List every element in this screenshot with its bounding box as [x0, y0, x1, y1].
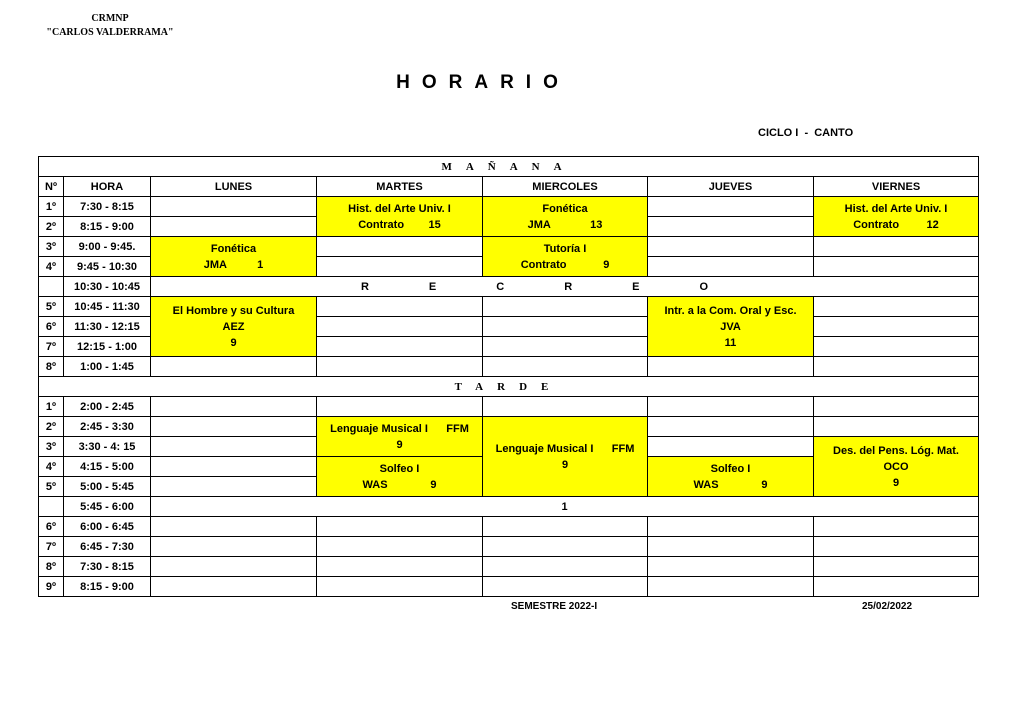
- empty-cell: [814, 337, 979, 357]
- course-teacher: JMA 1: [203, 258, 264, 271]
- empty-cell: [483, 297, 648, 317]
- period-number: 1º: [39, 197, 64, 217]
- empty-cell: [648, 557, 814, 577]
- course-solfeo-martes: [317, 457, 483, 497]
- period-time: 10:45 - 11:30: [64, 297, 151, 317]
- course-name: Hist. del Arte Univ. I: [844, 202, 948, 215]
- period-number: 2º: [39, 417, 64, 437]
- period-number: 1º: [39, 397, 64, 417]
- empty-cell: [814, 297, 979, 317]
- morning-banner-row: [39, 157, 979, 177]
- period-time: 11:30 - 12:15: [64, 317, 151, 337]
- course-room: 9: [396, 438, 403, 451]
- period-time: 5:00 - 5:45: [64, 477, 151, 497]
- table-row: [39, 417, 979, 437]
- period-time: 6:00 - 6:45: [64, 517, 151, 537]
- period-number: 4º: [39, 457, 64, 477]
- period-number: [39, 277, 64, 297]
- course-teacher: OCO: [883, 460, 909, 473]
- course-hombre-cultura-lunes: [151, 297, 317, 357]
- empty-cell: [317, 317, 483, 337]
- course-teacher: Contrato 15: [358, 218, 441, 231]
- course-hist-arte-viernes: [814, 197, 979, 237]
- period-time: 2:00 - 2:45: [64, 397, 151, 417]
- empty-cell: [483, 337, 648, 357]
- course-name: Solfeo I: [379, 462, 420, 475]
- empty-cell: [151, 437, 317, 457]
- empty-cell: [648, 577, 814, 597]
- period-time: 2:45 - 3:30: [64, 417, 151, 437]
- semester-label: SEMESTRE 2022-I: [511, 601, 598, 612]
- empty-cell: [317, 297, 483, 317]
- course-name: Hist. del Arte Univ. I: [348, 202, 451, 215]
- empty-cell: [648, 417, 814, 437]
- table-row: [39, 357, 979, 377]
- empty-cell: [483, 357, 648, 377]
- date-label: 25/02/2022: [862, 601, 913, 612]
- empty-cell: [648, 257, 814, 277]
- period-number: 3º: [39, 437, 64, 457]
- school-name: CRMNP: [91, 13, 129, 24]
- empty-cell: [151, 577, 317, 597]
- empty-cell: [317, 577, 483, 597]
- course-name: Lenguaje Musical I FFM: [495, 442, 635, 455]
- period-number: 7º: [39, 537, 64, 557]
- col-header-hora: HORA: [64, 177, 151, 197]
- empty-cell: [648, 537, 814, 557]
- empty-cell: [151, 417, 317, 437]
- empty-cell: [814, 317, 979, 337]
- course-intr-com-jueves: [648, 297, 814, 357]
- period-number: 6º: [39, 317, 64, 337]
- empty-cell: [814, 237, 979, 257]
- course-name: Intr. a la Com. Oral y Esc.: [664, 304, 797, 317]
- period-time: 8:15 - 9:00: [64, 217, 151, 237]
- empty-cell: [648, 397, 814, 417]
- empty-cell: [151, 457, 317, 477]
- period-time: 8:15 - 9:00: [64, 577, 151, 597]
- period-number: 4º: [39, 257, 64, 277]
- course-fonetica-lunes: [151, 237, 317, 277]
- empty-cell: [317, 537, 483, 557]
- col-header-lunes: LUNES: [151, 177, 317, 197]
- col-header-num: Nº: [39, 177, 64, 197]
- col-header-martes: MARTES: [317, 177, 483, 197]
- period-number: 5º: [39, 297, 64, 317]
- empty-cell: [151, 477, 317, 497]
- empty-cell: [814, 257, 979, 277]
- empty-cell: [317, 517, 483, 537]
- course-name: El Hombre y su Cultura: [172, 304, 295, 317]
- col-header-viernes: VIERNES: [814, 177, 979, 197]
- course-teacher: JVA: [720, 320, 741, 333]
- course-name: Tutoría I: [543, 242, 587, 255]
- course-room: 9: [561, 458, 569, 471]
- course-lenguaje-musical-miercoles: [483, 417, 648, 497]
- course-teacher: Contrato 9: [520, 258, 610, 271]
- course-fonetica-miercoles: [483, 197, 648, 237]
- course-des-pens-logico-viernes: [814, 437, 979, 497]
- course-teacher: AEZ: [222, 320, 245, 333]
- course-teacher: WAS 9: [693, 478, 768, 491]
- table-row: [39, 577, 979, 597]
- course-teacher: Contrato 12: [853, 218, 939, 231]
- empty-cell: [151, 197, 317, 217]
- empty-cell: [648, 357, 814, 377]
- course-hist-arte-martes: [317, 197, 483, 237]
- period-number: 2º: [39, 217, 64, 237]
- table-row: [39, 517, 979, 537]
- course-name: Solfeo I: [710, 462, 751, 475]
- course-lenguaje-musical-martes: [317, 417, 483, 457]
- period-number: 6º: [39, 517, 64, 537]
- empty-cell: [648, 217, 814, 237]
- period-time: 7:30 - 8:15: [64, 557, 151, 577]
- empty-cell: [317, 397, 483, 417]
- empty-cell: [151, 557, 317, 577]
- school-subtitle: "CARLOS VALDERRAMA": [46, 27, 174, 38]
- empty-cell: [814, 517, 979, 537]
- table-row: [39, 557, 979, 577]
- course-name: Des. del Pens. Lóg. Mat.: [833, 444, 959, 457]
- empty-cell: [648, 517, 814, 537]
- cycle-label: CICLO I - CANTO: [758, 127, 854, 139]
- period-number: 7º: [39, 337, 64, 357]
- morning-banner: MAÑANA: [39, 157, 979, 177]
- empty-cell: [483, 537, 648, 557]
- empty-cell: [483, 517, 648, 537]
- course-solfeo-jueves: [648, 457, 814, 497]
- period-time: 7:30 - 8:15: [64, 197, 151, 217]
- afternoon-banner-row: [39, 377, 979, 397]
- course-tutoria-miercoles: [483, 237, 648, 277]
- empty-cell: [648, 197, 814, 217]
- afternoon-break-label: 1: [151, 497, 979, 517]
- empty-cell: [814, 537, 979, 557]
- empty-cell: [317, 257, 483, 277]
- table-row: [39, 397, 979, 417]
- period-time: 9:00 - 9:45.: [64, 237, 151, 257]
- schedule-table: [38, 156, 979, 597]
- period-time: 1:00 - 1:45: [64, 357, 151, 377]
- period-time: 10:30 - 10:45: [64, 277, 151, 297]
- period-time: 4:15 - 5:00: [64, 457, 151, 477]
- empty-cell: [814, 397, 979, 417]
- period-time: 5:45 - 6:00: [64, 497, 151, 517]
- period-time: 6:45 - 7:30: [64, 537, 151, 557]
- empty-cell: [483, 577, 648, 597]
- empty-cell: [151, 537, 317, 557]
- empty-cell: [814, 577, 979, 597]
- period-number: 9º: [39, 577, 64, 597]
- empty-cell: [317, 337, 483, 357]
- period-number: 3º: [39, 237, 64, 257]
- empty-cell: [151, 397, 317, 417]
- period-time: 3:30 - 4: 15: [64, 437, 151, 457]
- period-number: 8º: [39, 357, 64, 377]
- period-time: 9:45 - 10:30: [64, 257, 151, 277]
- table-row: [39, 537, 979, 557]
- empty-cell: [151, 217, 317, 237]
- period-time: 12:15 - 1:00: [64, 337, 151, 357]
- header-row: [39, 177, 979, 197]
- empty-cell: [317, 557, 483, 577]
- course-name: Lenguaje Musical I FFM: [330, 422, 469, 435]
- col-header-jueves: JUEVES: [648, 177, 814, 197]
- course-name: Fonética: [542, 202, 588, 215]
- empty-cell: [483, 557, 648, 577]
- empty-cell: [317, 357, 483, 377]
- table-row: [39, 197, 979, 217]
- page-title: HORARIO: [396, 72, 570, 93]
- table-row: [39, 237, 979, 257]
- empty-cell: [814, 357, 979, 377]
- col-header-miercoles: MIERCOLES: [483, 177, 648, 197]
- empty-cell: [483, 397, 648, 417]
- course-room: 9: [892, 476, 900, 489]
- period-number: 8º: [39, 557, 64, 577]
- table-row: [39, 277, 979, 297]
- course-teacher: WAS 9: [362, 478, 437, 491]
- course-name: Fonética: [210, 242, 257, 255]
- table-row: [39, 497, 979, 517]
- course-room: 9: [230, 336, 237, 349]
- empty-cell: [317, 237, 483, 257]
- period-number: 5º: [39, 477, 64, 497]
- course-room: 11: [724, 336, 737, 349]
- empty-cell: [814, 417, 979, 437]
- course-teacher: JMA 13: [527, 218, 603, 231]
- empty-cell: [151, 517, 317, 537]
- empty-cell: [648, 237, 814, 257]
- empty-cell: [648, 437, 814, 457]
- afternoon-banner: TARDE: [39, 377, 979, 397]
- empty-cell: [151, 357, 317, 377]
- period-number: [39, 497, 64, 517]
- table-row: [39, 297, 979, 317]
- recreo-label: RECREO: [151, 277, 979, 297]
- empty-cell: [483, 317, 648, 337]
- empty-cell: [814, 557, 979, 577]
